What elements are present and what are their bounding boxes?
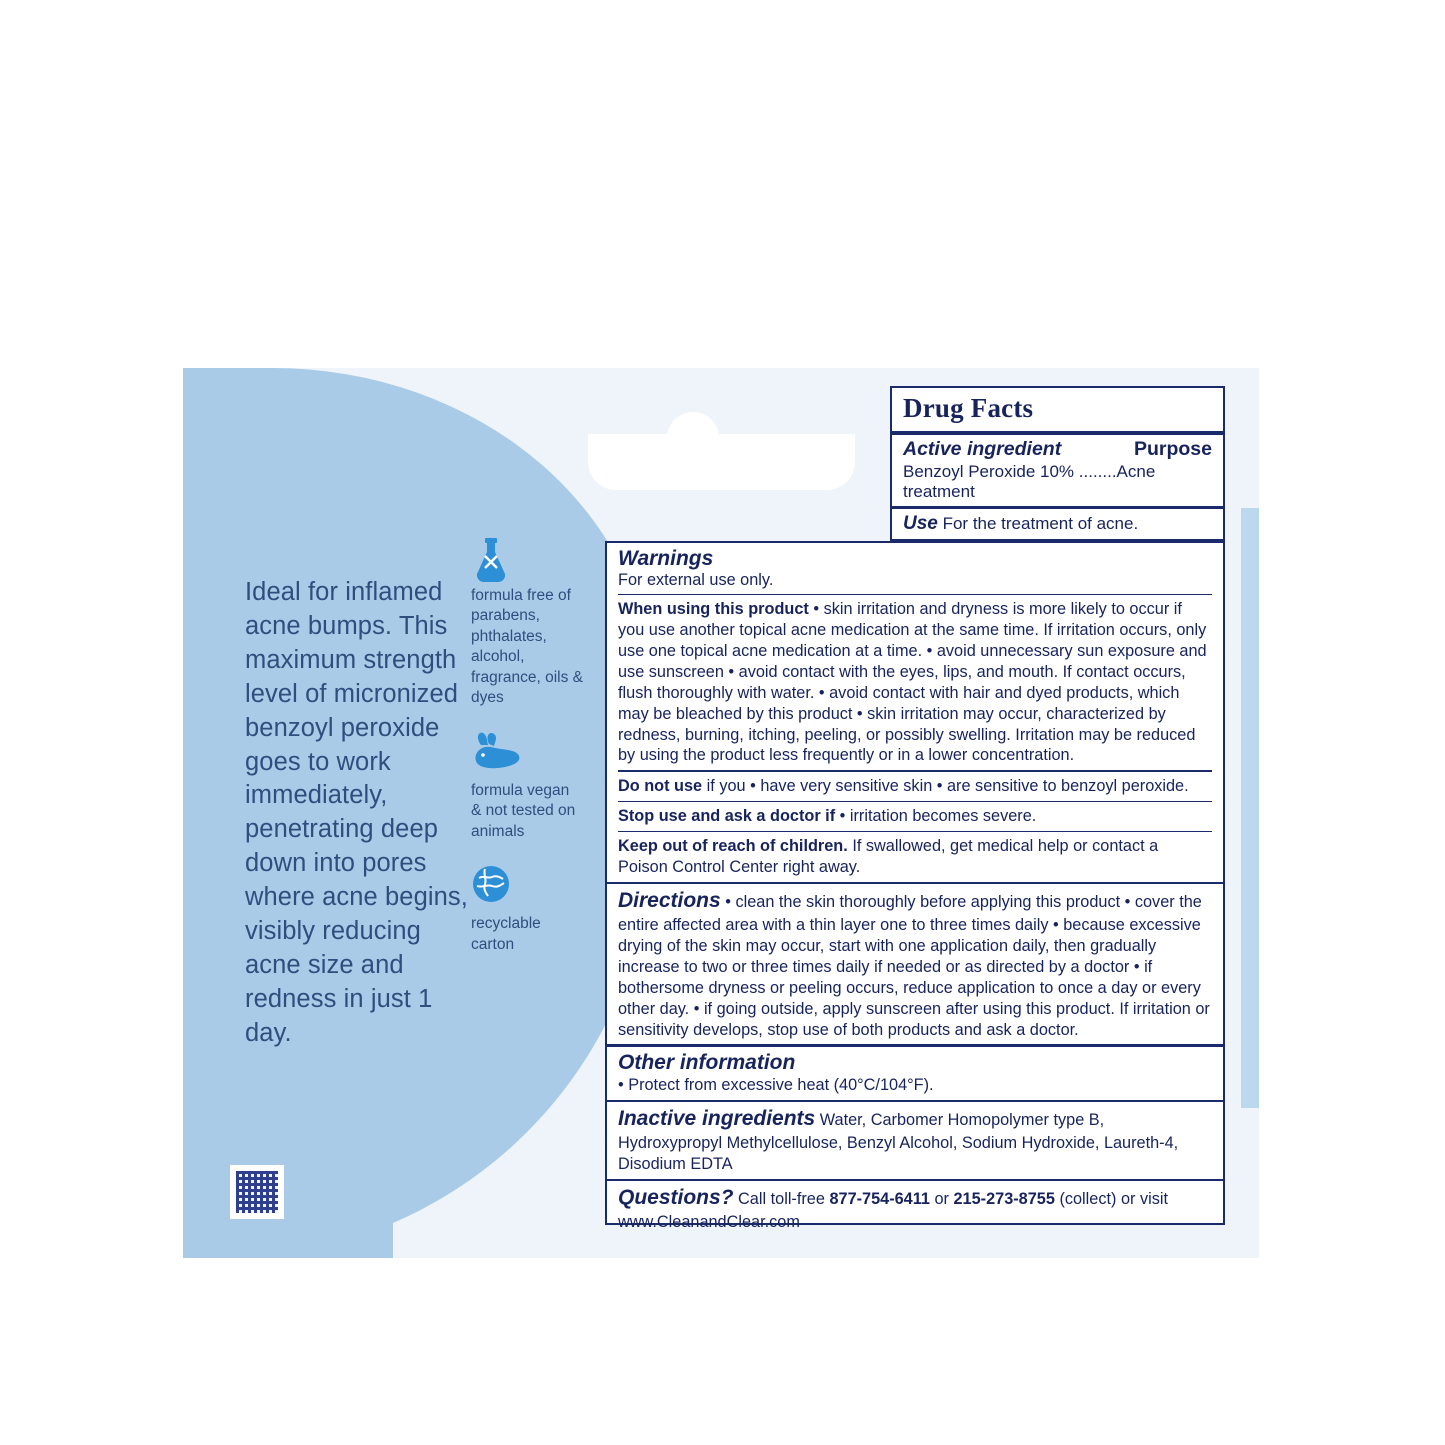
use-text: For the treatment of acne.	[942, 513, 1139, 533]
warnings-when-using	[607, 595, 1223, 770]
marketing-copy: Ideal for inflamed acne bumps. This maximum strength level of micronized benzoyl peroxide goes to work immediately, penetrating deep down into pores where acne begins, visibly reducing acne size and redness in just 1 day.	[245, 578, 468, 1047]
carton-right-edge-strip	[1241, 508, 1259, 1108]
feature-vegan	[471, 731, 583, 842]
questions-section	[607, 1181, 1223, 1237]
warnings-keep-out-of-reach	[607, 832, 1223, 882]
use-row	[892, 509, 1223, 539]
active-ingredient-label: Active ingredient	[903, 438, 1062, 460]
warnings-subtitle: For external use only.	[618, 571, 774, 589]
feature-formula-free-caption: formula free of parabens, phthalates, alcohol, fragrance, oils & dyes	[471, 587, 583, 707]
decorative-blue-shape-bottom	[183, 1018, 393, 1258]
feature-icon-column	[471, 536, 583, 977]
flask-icon	[471, 536, 583, 582]
directions-title: Directions	[618, 889, 721, 913]
warnings-do-not-use	[607, 772, 1223, 801]
other-information-section	[607, 1047, 1223, 1100]
stop-use-text: • irritation becomes severe.	[839, 806, 1037, 825]
questions-phone-tollfree: 877-754-6411	[829, 1190, 930, 1209]
questions-text-after: (collect) or visit www.CleanandClear.com	[618, 1190, 1168, 1232]
inactive-ingredients-text: Water, Carbomer Homopolymer type B, Hydroxypropyl Methylcellulose, Benzyl Alcohol, Sodium Hydroxide, Laureth-4, Disodium EDTA	[618, 1111, 1179, 1173]
globe-recycle-icon	[471, 864, 583, 910]
drug-facts-header-panel	[890, 386, 1225, 541]
when-using-text: • skin irritation and dryness is more likely to occur if you use another topical acne medication at the same time. If irritation occurs, only use one topical acne medication at a time. • avoid unnecessary sun exposure and use sunscreen • avoid contact with the eyes, lips, and mouth. If contact occurs, flush thoroughly with water. • avoid contact with hair and dyed products, which may be bleached by this product • skin irritation may occur, characterized by redness, burning, itching, peeling, or possibly swelling. Irritation may be reduced by using the product less frequently or in a lower concentration.	[618, 600, 1207, 765]
directions-text: • clean the skin thoroughly before applying this product • cover the entire affected area with a thin layer one to three times daily • because excessive drying of the skin may occur, start with one application daily, then gradually increase to two or three times daily if needed or as directed by a doctor • if bothersome dryness or peeling occurs, reduce application to once a day or every other day. • if going outside, apply sunscreen after using this product. If irritation or sensitivity develops, stop use of both products and ask a doctor.	[618, 893, 1210, 1039]
do-not-use-text: if you • have very sensitive skin • are sensitive to benzoyl peroxide.	[706, 776, 1189, 795]
warnings-section	[607, 543, 1223, 594]
feature-formula-free	[471, 536, 583, 709]
drug-facts-main-panel	[605, 541, 1225, 1232]
warnings-stop-use	[607, 802, 1223, 831]
feature-recyclable	[471, 864, 583, 955]
purpose-label: Purpose	[1133, 438, 1212, 460]
questions-title: Questions?	[618, 1186, 734, 1210]
other-information-text: • Protect from excessive heat (40°C/104°F).	[618, 1075, 934, 1094]
inactive-ingredients-section	[607, 1102, 1223, 1179]
active-ingredient-header-row	[892, 435, 1223, 461]
stop-use-label: Stop use and ask a doctor if	[618, 806, 836, 825]
warnings-title: Warnings	[618, 547, 714, 570]
feature-recyclable-caption: recyclable carton	[471, 915, 541, 953]
datamatrix-pattern	[236, 1171, 278, 1213]
inactive-ingredients-title: Inactive ingredients	[618, 1107, 816, 1131]
hang-tab-notch	[667, 412, 719, 464]
feature-vegan-caption: formula vegan & not tested on animals	[471, 781, 576, 840]
questions-text-before: Call toll-free	[738, 1190, 825, 1209]
hang-tab-cutout	[588, 434, 855, 490]
rabbit-icon	[471, 731, 583, 777]
directions-section	[607, 884, 1223, 1044]
drug-facts-title: Drug Facts	[903, 393, 1034, 423]
questions-text-mid: or	[934, 1190, 949, 1209]
do-not-use-label: Do not use	[618, 776, 703, 795]
other-information-title: Other information	[618, 1050, 796, 1074]
keep-out-label: Keep out of reach of children.	[618, 837, 848, 856]
keep-out-text: If swallowed, get medical help or contact a Poison Control Center right away.	[618, 837, 1159, 877]
active-ingredient-line: Benzoyl Peroxide 10% ........Acne treatment	[903, 462, 1156, 501]
when-using-label: When using this product	[618, 600, 809, 619]
use-label: Use	[903, 512, 938, 534]
datamatrix-code	[230, 1165, 284, 1219]
questions-phone-collect: 215-273-8755	[953, 1190, 1055, 1209]
